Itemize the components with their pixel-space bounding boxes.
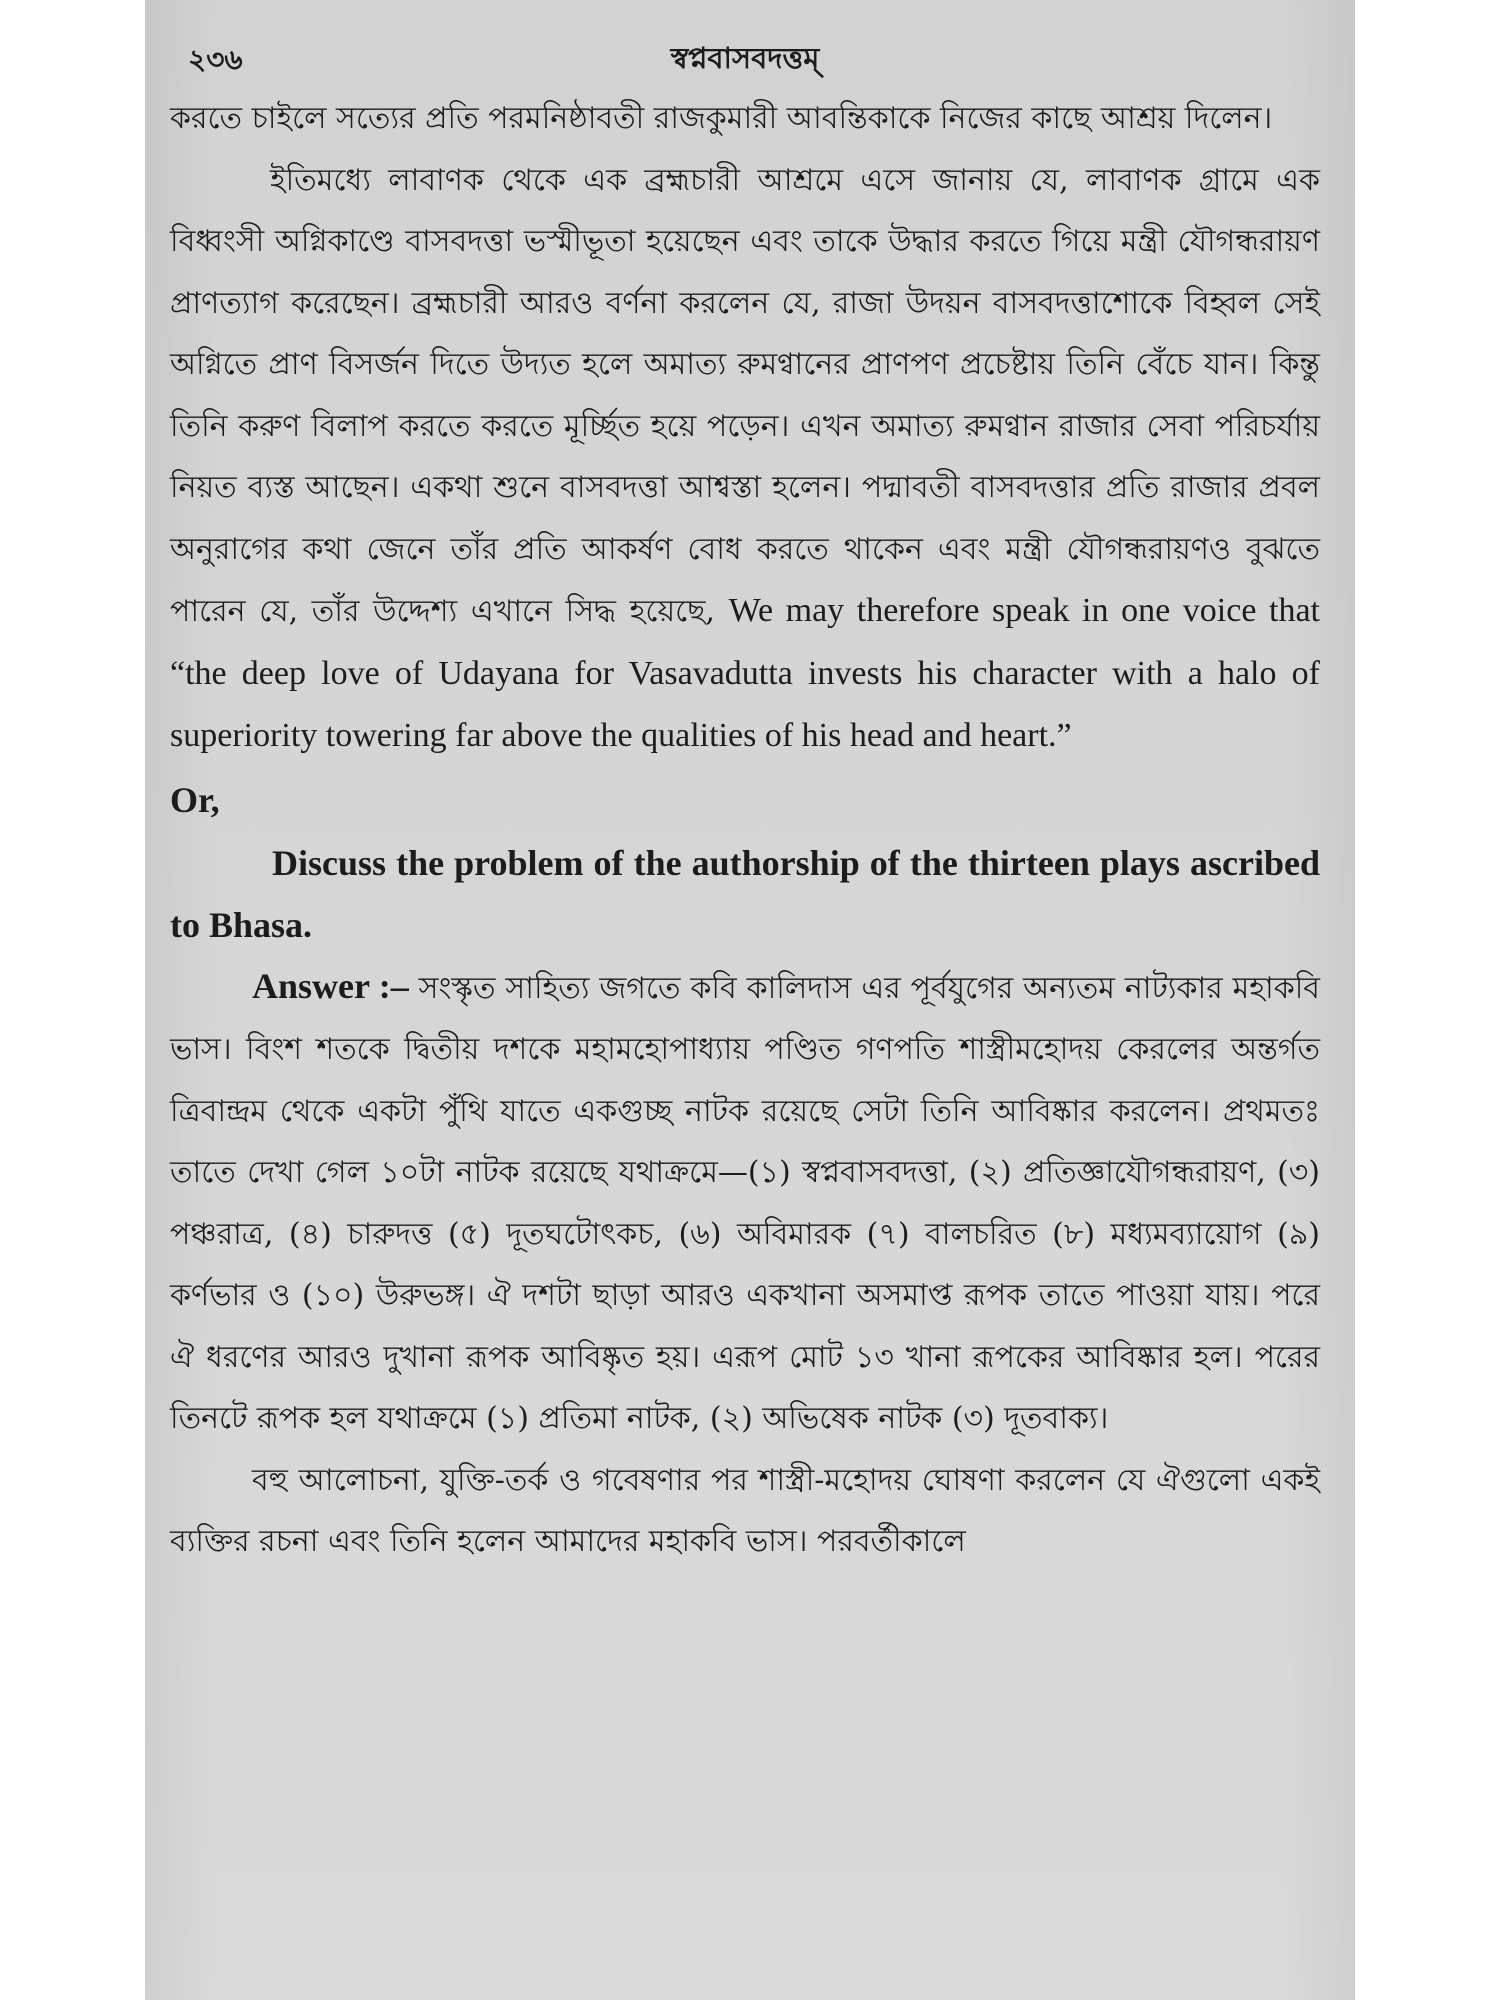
paragraph-narrative	[170, 150, 1320, 768]
scanned-book-page	[145, 0, 1355, 2000]
question-heading: Discuss the problem of the authorship of the thirteen plays ascribed to Bhasa.	[170, 842, 1320, 945]
running-title: স্বপ্নবাসবদত্তম্	[670, 41, 820, 75]
answer-paragraph	[170, 956, 1320, 1450]
page-number: ২৩৬	[188, 43, 243, 76]
paragraph-continuation: করতে চাইলে সত্যের প্রতি পরমনিষ্ঠাবতী রাজকুমারী আবন্তিকাকে নিজের কাছে আশ্রয় দিলেন।	[170, 101, 1273, 136]
paragraph-narrative-english-quote: We may therefore speak in one voice that “the deep love of Udayana for Vasavadutta invests his character with a halo of superiority towering far above the qualities of his head and heart.”	[170, 592, 1320, 754]
answer-label: Answer :–	[252, 965, 409, 1006]
paragraph-narrative-bengali: ইতিমধ্যে লাবাণক থেকে এক ব্রহ্মচারী আশ্রমে এসে জানায় যে, লাবাণক গ্রামে এক বিধ্বংসী অগ্নিকাণ্ডে বাসবদত্তা ভস্মীভূতা হয়েছেন এবং তাকে উদ্ধার করতে গিয়ে মন্ত্রী যৌগন্ধরায়ণ প্রাণত্যাগ করেছেন। ব্রহ্মচারী আরও বর্ণনা করলেন যে, রাজা উদয়ন বাসবদত্তাশোকে বিহ্বল সেই অগ্নিতে প্রাণ বিসর্জন দিতে উদ্যত হলে অমাত্য রুমণ্বানের প্রাণপণ প্রচেষ্টায় তিনি বেঁচে যান। কিন্তু তিনি করুণ বিলাপ করতে করতে মূর্চ্ছিত হয়ে পড়েন। এখন অমাত্য রুমণ্বান রাজার সেবা পরিচর্যায় নিয়ত ব্যস্ত আছেন। একথা শুনে বাসবদত্তা আশ্বস্তা হলেন। পদ্মাবতী বাসবদত্তার প্রতি রাজার প্রবল অনুরাগের কথা জেনে তাঁর প্রতি আকর্ষণ বোধ করতে থাকেন এবং মন্ত্রী যৌগন্ধরায়ণও বুঝতে পারেন যে, তাঁর উদ্দেশ্য এখানে সিদ্ধ হয়েছে,	[170, 162, 1320, 629]
paragraph-conclusion: বহু আলোচনা, যুক্তি-তর্ক ও গবেষণার পর শাস্ত্রী-মহোদয় ঘোষণা করলেন যে ঐগুলো একই ব্যক্তির রচনা এবং তিনি হলেন আমাদের মহাকবি ভাস। পরবর্তীকালে	[170, 1462, 1320, 1559]
page-header	[170, 30, 1320, 88]
answer-text: সংস্কৃত সাহিত্য জগতে কবি কালিদাস এর পূর্বযুগের অন্যতম নাট্যকার মহাকবি ভাস। বিংশ শতকে দ্বিতীয় দশকে মহামহোপাধ্যায় পণ্ডিত গণপতি শাস্ত্রীমহোদয় কেরলের অন্তর্গত ত্রিবান্দ্রম থেকে একটা পুঁথি যাতে একগুচ্ছ নাটক রয়েছে সেটা তিনি আবিষ্কার করলেন। প্রথমতঃ তাতে দেখা গেল ১০টা নাটক রয়েছে যথাক্রমে—(১) স্বপ্নবাসবদত্তা, (২) প্রতিজ্ঞাযৌগন্ধরায়ণ, (৩) পঞ্চরাত্র, (৪) চারুদত্ত (৫) দূতঘটোৎকচ, (৬) অবিমারক (৭) বালচরিত (৮) মধ্যমব্যায়োগ (৯) কর্ণভার ও (১০) উরুভঙ্গ। ঐ দশটা ছাড়া আরও একখানা অসমাপ্ত রূপক তাতে পাওয়া যায়। পরে ঐ ধরণের আরও দুখানা রূপক আবিষ্কৃত হয়। এরূপ মোট ১৩ খানা রূপকের আবিষ্কার হল। পরের তিনটে রূপক হল যথাক্রমে (১) প্রতিমা নাটক, (২) অভিষেক নাটক (৩) দূতবাক্য।	[170, 970, 1321, 1436]
or-label: Or,	[170, 779, 220, 820]
